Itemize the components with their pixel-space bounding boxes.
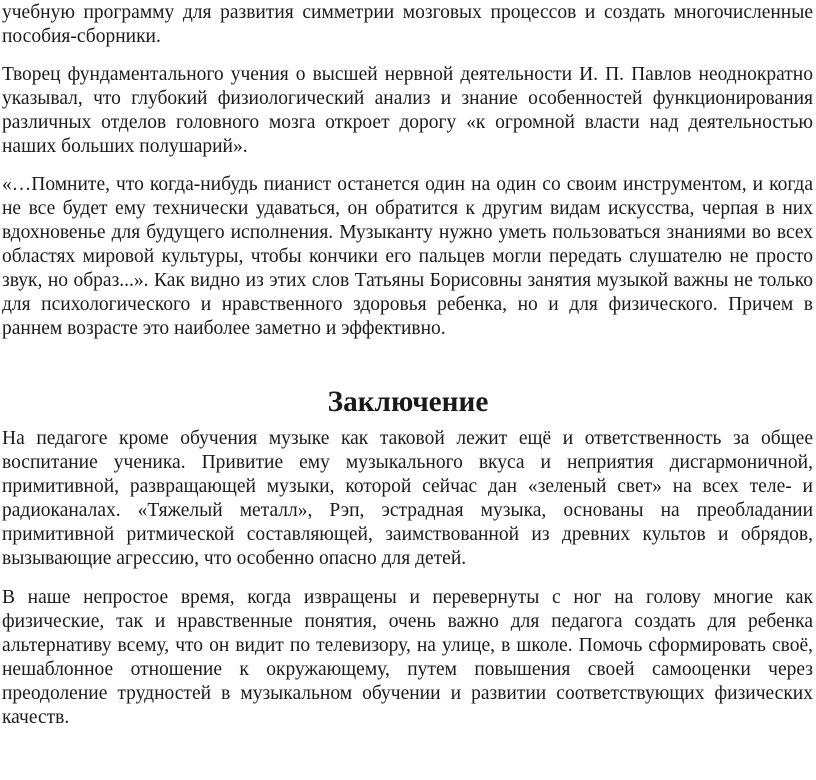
paragraph-quote: «…Помните, что когда-нибудь пианист останется один на один со своим инструментом, и когда не все будет ему технически удаваться, он обратится к другим видам искусства, черпая в них вдохновенье для будущего исполнения. Музыканту нужно уметь пользоваться знаниями во всех областях мировой культуры, чтобы кончики его пальцев могли передать слушателю не просто звук, но образ...». Как видно из этих слов Татьяны Борисовны занятия музыкой важны не только для психологического и нравственного здоровья ребенка, но и для физического. Причем в раннем возрасте это наиболее заметно и эффективно. (2, 174, 813, 339)
paragraph-conclusion-2: В наше непростое время, когда извращены и перевернуты с ног на голову многие как физические, так и нравственные понятия, очень важно для педагога создать для ребенка альтернативу всему, что он видит по телевизору, на улице, в школе. Помочь сформировать своё, нешаблонное отношение к окружающему, путем повышения своей самооценки через преодоление трудностей в музыкальном обучении и развитии соответствующих физических качеств. (2, 587, 813, 728)
paragraph-pavlov: Творец фундаментального учения о высшей нервной деятельности И. П. Павлов неоднократно указывал, что глубокий физиологический анализ и знание особенностей функционирования различных отделов головного мозга откроет дорогу «к огромной власти над деятельностью наших больших полушарий». (2, 64, 813, 157)
paragraph-intro-continuation: учебную программу для развития симметрии мозговых процессов и создать многочисленные пособия-сборники. (2, 2, 813, 47)
paragraph-conclusion-1: На педагоге кроме обучения музыке как таковой лежит ещё и ответственность за общее воспитание ученика. Привитие ему музыкального вкуса и неприятия дисгармоничной, примитивной, развращающей музыки, которой сейчас дан «зеленый свет» на всех теле- и радиоканалах. «Тяжелый металл», Рэп, эстрадная музыка, основаны на преобладании примитивной ритмической составляющей, заимствованной из древних культов и обрядов, вызывающие агрессию, что особенно опасно для детей. (2, 428, 813, 569)
section-heading-conclusion: Заключение (327, 386, 489, 418)
